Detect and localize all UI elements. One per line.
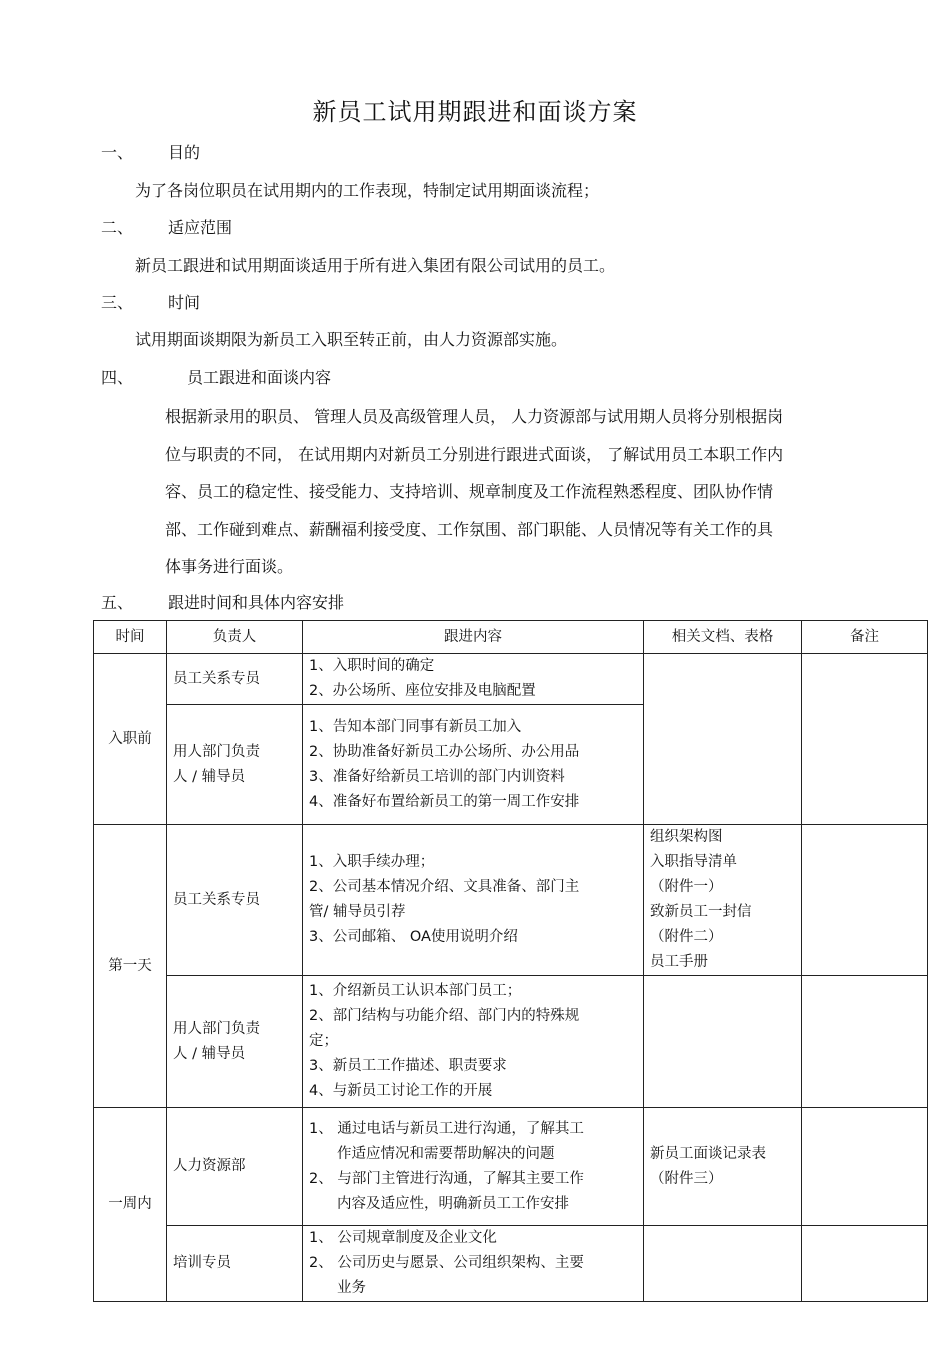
document-title: 新员工试用期跟进和面谈方案	[312, 98, 638, 126]
docs-cell	[644, 976, 802, 1108]
owner-line: 人 / 辅导员	[173, 768, 246, 785]
owner-cell	[167, 976, 303, 1108]
content-line: 2、部门结构与功能介绍、部门内的特殊规	[309, 1008, 580, 1024]
doc-line: （附件一）	[650, 879, 723, 895]
header-time: 时间	[94, 621, 167, 654]
content-line: 2、协助准备好新员工办公场所、办公用品	[309, 743, 580, 760]
doc-line: （附件二）	[650, 929, 723, 945]
content-line: 1、 通过电话与新员工进行沟通，了解其工	[309, 1120, 584, 1137]
table-header-row	[94, 621, 928, 654]
time-cell: 入职前	[94, 654, 167, 825]
paragraph-line: 容、员工的稳定性、接受能力、支持培训、规章制度及工作流程熟悉程度、团队协作情	[165, 482, 774, 501]
content-line: 1、告知本部门同事有新员工加入	[309, 718, 522, 735]
note-cell	[802, 654, 928, 825]
owner-cell	[167, 1226, 303, 1302]
docs-cell	[644, 654, 802, 825]
note-cell	[802, 1226, 928, 1302]
doc-line: 组织架构图	[650, 829, 723, 845]
owner-line: 员工关系专员	[173, 891, 260, 908]
content-cell	[303, 654, 644, 705]
content-cell	[303, 1226, 644, 1302]
section-2-body: 新员工跟进和试用期面谈适用于所有进入集团有限公司试用的员工。	[135, 256, 616, 275]
content-cell	[303, 976, 644, 1108]
section-3-body: 试用期面谈期限为新员工入职至转正前，由人力资源部实施。	[135, 330, 568, 349]
section-4-body	[165, 398, 880, 586]
paragraph-line: 位与职责的不同， 在试用期内对新员工分别进行跟进式面谈， 了解试用员工本职工作内	[165, 444, 784, 464]
content-line: 4、与新员工讨论工作的开展	[309, 1083, 493, 1099]
doc-line: 致新员工一封信	[650, 904, 752, 920]
doc-line: 入职指导清单	[650, 854, 737, 870]
header-content: 跟进内容	[303, 621, 644, 654]
section-heading-text: 目的	[168, 143, 201, 162]
paragraph-line: 根据新录用的职员、 管理人员及高级管理人员， 人力资源部与试用期人员将分别根据岗	[165, 407, 784, 426]
header-note: 备注	[802, 621, 928, 654]
section-heading-text: 时间	[168, 293, 201, 312]
note-cell	[802, 825, 928, 976]
note-cell	[802, 976, 928, 1108]
content-cell	[303, 825, 644, 976]
section-heading-text: 员工跟进和面谈内容	[187, 368, 332, 387]
section-heading-text: 适应范围	[168, 218, 233, 237]
doc-line: （附件三）	[650, 1170, 723, 1187]
content-line: 4、准备好布置给新员工的第一周工作安排	[309, 793, 580, 810]
doc-line: 新员工面谈记录表	[650, 1145, 766, 1162]
content-line: 2、公司基本情况介绍、文具准备、部门主	[309, 879, 580, 895]
content-line: 管/ 辅导员引荐	[309, 904, 406, 920]
section-heading-text: 跟进时间和具体内容安排	[168, 593, 345, 612]
content-line: 1、入职时间的确定	[309, 658, 435, 674]
paragraph-line: 部、工作碰到难点、薪酬福利接受度、工作氛围、部门职能、人员情况等有关工作的具	[165, 519, 774, 539]
docs-cell	[644, 825, 802, 976]
content-line: 1、介绍新员工认识本部门员工；	[309, 983, 522, 999]
content-line: 2、 与部门主管进行沟通，了解其主要工作	[309, 1170, 584, 1187]
paragraph-line: 体事务进行面谈。	[165, 557, 294, 576]
content-line: 3、新员工工作描述、职责要求	[309, 1058, 507, 1074]
owner-line: 用人部门负责	[173, 1020, 260, 1037]
schedule-table	[93, 620, 928, 1302]
section-number: 一、	[101, 143, 134, 162]
docs-cell	[644, 1226, 802, 1302]
owner-line: 人力资源部	[173, 1158, 246, 1174]
section-number: 三、	[101, 293, 134, 312]
doc-line: 员工手册	[650, 954, 708, 970]
section-number: 四、	[101, 368, 134, 387]
content-line: 1、 公司规章制度及企业文化	[309, 1230, 497, 1246]
time-cell: 第一天	[94, 825, 167, 1108]
owner-line: 人 / 辅导员	[173, 1045, 246, 1062]
table-row	[94, 825, 928, 976]
content-line: 2、 公司历史与愿景、公司组织架构、主要	[309, 1255, 584, 1271]
note-cell	[802, 1108, 928, 1226]
owner-line: 用人部门负责	[173, 743, 260, 760]
owner-line: 培训专员	[173, 1255, 231, 1271]
content-line: 业务	[337, 1280, 366, 1296]
owner-cell	[167, 1108, 303, 1226]
owner-cell	[167, 825, 303, 976]
table-row	[94, 1226, 928, 1302]
docs-cell	[644, 1108, 802, 1226]
owner-cell	[167, 654, 303, 705]
owner-line: 员工关系专员	[173, 670, 260, 687]
content-line: 内容及适应性，明确新员工工作安排	[337, 1195, 569, 1212]
content-line: 1、入职手续办理；	[309, 854, 435, 870]
content-line: 定；	[309, 1033, 338, 1049]
content-cell	[303, 705, 644, 825]
header-docs: 相关文档、表格	[644, 621, 802, 654]
section-number: 五、	[101, 593, 134, 612]
content-line: 3、公司邮箱、 OA使用说明介绍	[309, 929, 518, 945]
section-1-body: 为了各岗位职员在试用期内的工作表现，特制定试用期面谈流程；	[135, 181, 600, 200]
time-cell: 一周内	[94, 1108, 167, 1302]
table-row	[94, 654, 928, 705]
content-cell	[303, 1108, 644, 1226]
table-row	[94, 1108, 928, 1226]
content-line: 2、办公场所、座位安排及电脑配置	[309, 683, 536, 699]
content-line: 作适应情况和需要帮助解决的问题	[337, 1145, 555, 1162]
owner-cell	[167, 705, 303, 825]
header-owner: 负责人	[167, 621, 303, 654]
section-number: 二、	[101, 218, 134, 237]
table-row	[94, 976, 928, 1108]
content-line: 3、准备好给新员工培训的部门内训资料	[309, 768, 565, 785]
